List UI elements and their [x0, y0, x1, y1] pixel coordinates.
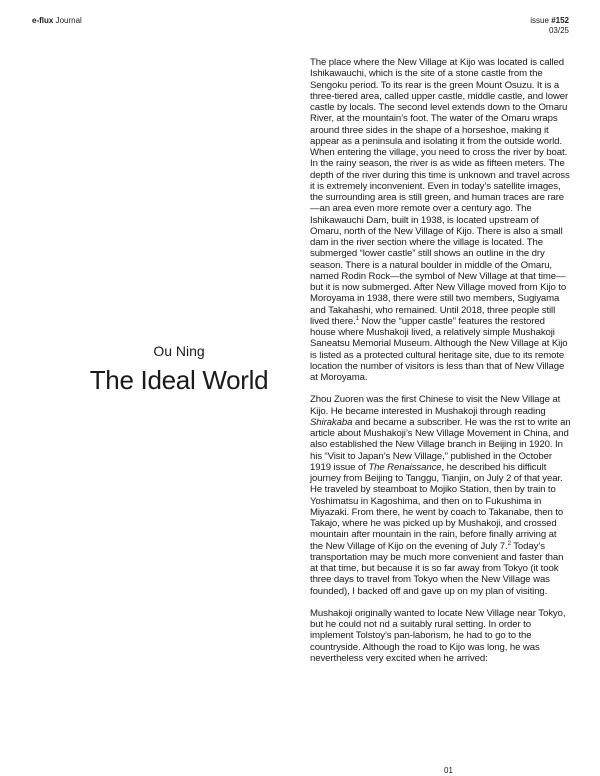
- author-name: Ou Ning: [153, 343, 205, 359]
- paragraph: [310, 608, 572, 664]
- page-number: 01: [444, 766, 453, 775]
- paragraph-text: Zhou Zuoren was the first Chinese to visit the New Village at Kijo. He became interested in Mushakoji through reading: [310, 394, 561, 417]
- issue-date: 03/25: [548, 26, 569, 35]
- paragraph: [310, 394, 572, 597]
- article-body: [310, 57, 572, 675]
- article-title: The Ideal World: [89, 365, 269, 395]
- issue-line: [530, 16, 569, 26]
- issue-label: issue: [530, 16, 549, 25]
- paragraph-text: Now the “upper castle” features the restored house where Mushakoji lived, a relatively simple Mushakoji Saneatsu Memorial Museum. Although the New Village at Kijo is listed as a protected cultural heritage site, due to its remote location the number of visitors is less than that of New Village at Moroyama.: [310, 315, 568, 383]
- issue-info: [530, 16, 569, 36]
- paragraph-text: and became a subscriber. He was the rst to write an article about Mushakoji’s New Village Movement in China, and also established the New Village branch in Beijing in 1920. In his “Visit to Japan’s New Village,” published in the October 1919 issue of: [310, 416, 571, 473]
- footnote-marker: 1: [355, 315, 359, 322]
- italic-title: Shirakaba: [310, 416, 353, 428]
- italic-title: The Renaissance: [368, 461, 442, 473]
- paragraph-text: Today’s transportation may be much more convenient and faster than at that time, but because it is so far away from Tokyo (it took three days to travel from Tokyo when the New Village was founded), I backed off and gave up on my plan of visiting.: [310, 540, 564, 597]
- paragraph-text: Mushakoji originally wanted to locate New Village near Tokyo, but he could not nd a suitably rural setting. In order to implement Tolstoy’s pan-laborism, he had to go to the countryside. Although the road to Kijo was long, he was nevertheless very excited when he arrived:: [310, 607, 566, 664]
- section-name: Journal: [55, 16, 82, 25]
- brand-name: e-flux: [32, 16, 54, 25]
- paragraph-text: , he described his difficult journey from Beijing to Tanggu, Tianjin, on July 2 of that year. He traveled by steamboat to Mojiko Station, then by train to Yoshimatsu in Kagoshima, and then on to Fukushima in Miyazaki. From there, he went by coach to Takanabe, then to Takajo, where he was picked up by Mushakoji, and crossed mountain after mountain in the rain, before finally arriving at the New Village of Kijo on the evening of July 7.: [310, 461, 564, 552]
- issue-number: #152: [551, 16, 569, 25]
- paragraph: [310, 57, 572, 383]
- journal-masthead: [32, 16, 82, 25]
- footnote-marker: 2: [507, 540, 511, 547]
- paragraph-text: The place where the New Village at Kijo was located is called Ishikawauchi, which is the site of a stone castle from the Sengoku period. To its rear is the green Mount Osuzu. It is a three-tiered area, called upper castle, middle castle, and lower castle by locals. The second level extends down to the Omaru River, at the mountain’s foot. The water of the Omaru wraps around three sides in the shape of a horseshoe, making it appear as a peninsula and isolating it from the outside world. When entering the village, you need to cross the river by boat. In the rainy season, the river is as wide as fifteen meters. The depth of the river during this time is unknown and travel across it is extremely inconvenient. Even in today’s satellite images, the surrounding area is still green, and human traces are rare—an area even more remote over a century ago. The Ishikawauchi Dam, built in 1938, is located upstream of Omaru, north of the New Village of Kijo. There is also a small dam in the river section where the village is located. The submerged “lower castle” still shows an outline in the dry season. There is a natural boulder in middle of the Omaru, named Rodin Rock—the symbol of New Village at that time—but it is now submerged. After New Village moved from Kijo to Moroyama in 1938, there were still two members, Sugiyama and Takahashi, who remained. Until 2018, three people still lived there.: [310, 57, 570, 327]
